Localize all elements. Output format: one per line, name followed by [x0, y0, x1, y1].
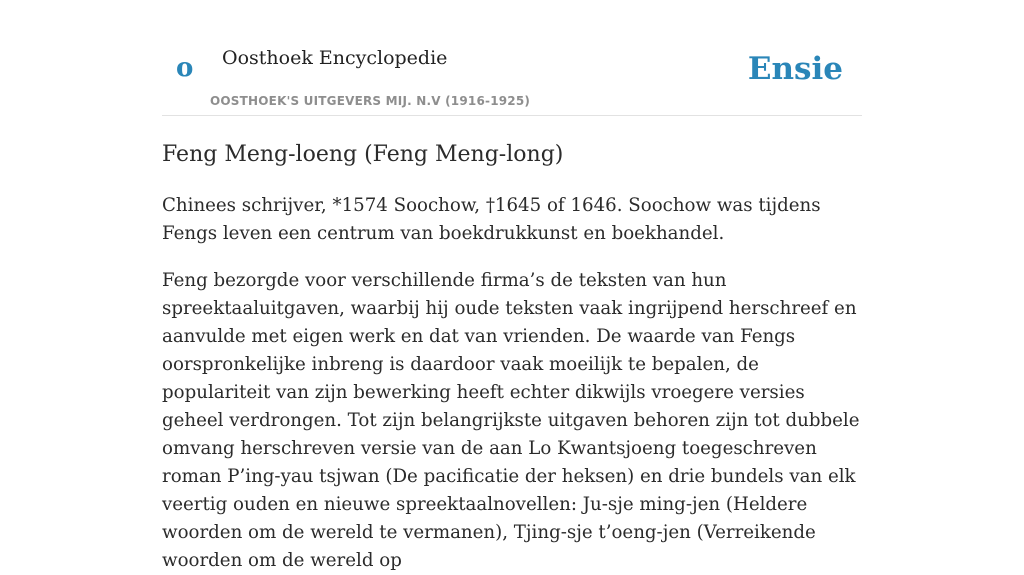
- article-title: Feng Meng-loeng (Feng Meng-long): [162, 142, 564, 167]
- article-paragraph: Chinees schrijver, *1574 Soochow, †1645 of 1646. Soochow was tijdens Fengs leven een centrum van boekdrukkunst en boekhandel.: [162, 195, 821, 244]
- page: [162, 0, 862, 571]
- publisher-subtitle: OOSTHOEK'S UITGEVERS MIJ. N.V (1916-1925): [210, 94, 531, 108]
- site-title[interactable]: Oosthoek Encyclopedie: [222, 47, 448, 69]
- article-paragraph: Feng bezorgde voor verschillende firma’s de teksten van hun spreektaaluitgaven, waarbij hij oude teksten vaak ingrijpend herschreef en aanvulde met eigen werk en dat van vrienden. De waarde van Fengs oorspronkelijke inbreng is daardoor vaak moeilijk te bepalen, de populariteit van zijn bewerking heeft echter dikwijls vroegere versies geheel verdrongen. Tot zijn belangrijkste uitgaven behoren zijn tot dubbele omvang herschreven versie van de aan Lo Kwantsjoeng toegeschreven roman P’ing-yau tsjwan (De pacificatie der heksen) en drie bundels van elk veertig ouden en nieuwe spreektaalnovellen: Ju-sje ming-jen (Heldere woorden om de wereld te vermanen), Tjing-sje t’oeng-jen (Verreikende woorden om de wereld op: [162, 270, 860, 571]
- brand-logo[interactable]: Ensie: [747, 51, 843, 87]
- site-header: [162, 0, 862, 116]
- site-logo[interactable]: o: [176, 53, 194, 83]
